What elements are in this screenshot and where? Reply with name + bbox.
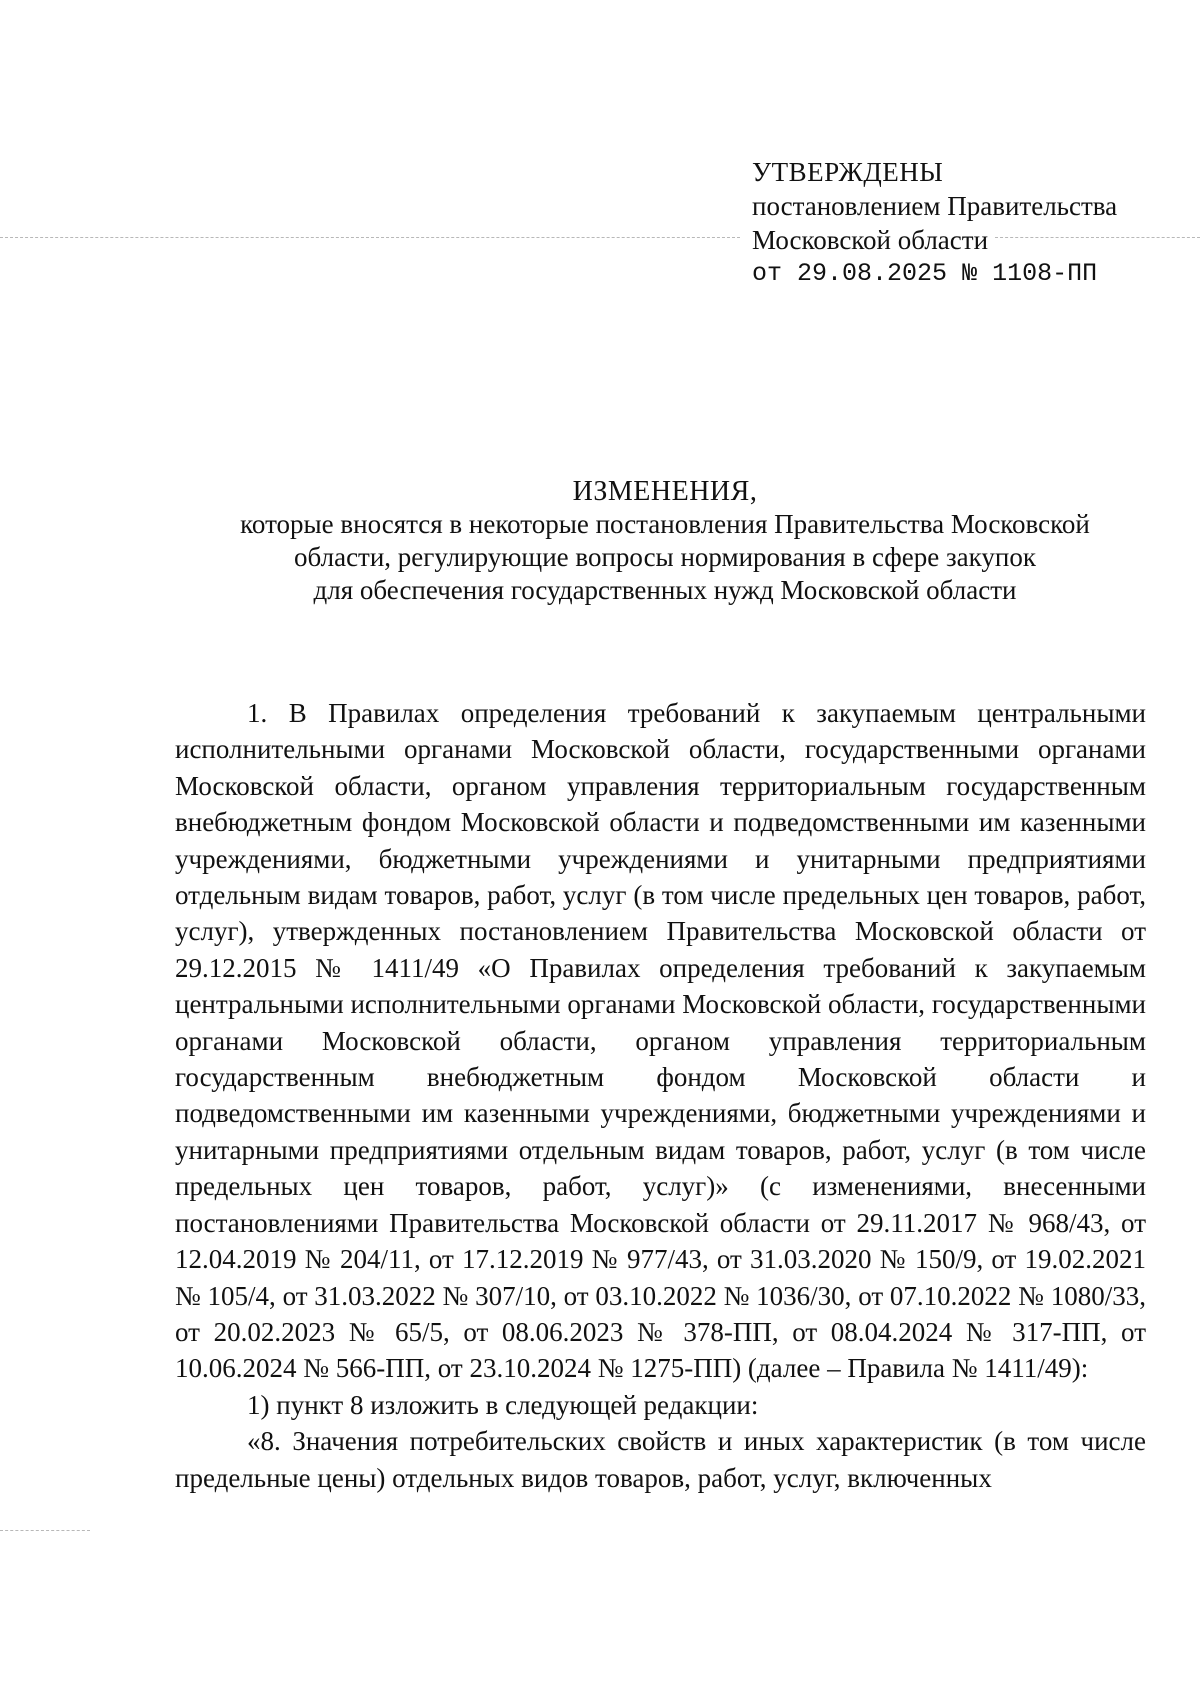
approval-date-number — [752, 257, 1172, 291]
approval-stamp-block — [752, 155, 1172, 291]
approval-date: 29.08.2025 — [797, 259, 948, 288]
body-paragraph-3: «8. Значения потребительских свойств и иных характеристик (в том числе предельные цены) отдельных видов товаров, работ, услуг, включенных — [175, 1426, 1146, 1493]
document-title-block — [180, 475, 1150, 607]
approval-heading: УТВЕРЖДЕНЫ — [752, 157, 944, 187]
scan-artifact-line — [0, 1530, 90, 1531]
scan-artifact-line — [0, 237, 740, 238]
document-subtitle-line-3: для обеспечения государственных нужд Московской области — [313, 575, 1017, 605]
approval-line-1: постановлением Правительства — [752, 191, 1118, 221]
document-title: ИЗМЕНЕНИЯ, — [572, 476, 758, 507]
document-subtitle-line-1: которые вносятся в некоторые постановления Правительства Московской — [240, 509, 1090, 539]
document-body — [175, 695, 1146, 1496]
approval-line-2: Московской области — [752, 225, 989, 255]
approval-number: 1108-ПП — [992, 259, 1098, 288]
document-subtitle-line-2: области, регулирующие вопросы нормирования в сфере закупок — [294, 542, 1036, 572]
body-paragraph-1: 1. В Правилах определения требований к закупаемым центральными исполнительными органами Московской области, государственными органами Московской области, органом управления территориальным государственным внебюджетным фондом Московской области и подведомственными им казенными учреждениями, бюджетными учреждениями и унитарными предприятиями отдельным видам товаров, работ, услуг (в том числе предельных цен товаров, работ, услуг), утвержденных постановлением Правительства Московской области от 29.12.2015 № 1411/49 «О Правилах определения требований к закупаемым центральными исполнительными органами Московской области, государственными органами Московской области, органом управления территориальным государственным внебюджетным фондом Московской области и подведомственными им казенными учреждениями, бюджетными учреждениями и унитарными предприятиями отдельным видам товаров, работ, услуг (в том числе предельных цен товаров, работ, услуг)» (с изменениями, внесенными постановлениями Правительства Московской области от 29.11.2017 № 968/43, от 12.04.2019 № 204/11, от 17.12.2019 № 977/43, от 31.03.2020 № 150/9, от 19.02.2021 № 105/4, от 31.03.2022 № 307/10, от 03.10.2022 № 1036/30, от 07.10.2022 № 1080/33, от 20.02.2023 № 65/5, от 08.06.2023 № 378-ПП, от 08.04.2024 № 317-ПП, от 10.06.2024 № 566-ПП, от 23.10.2024 № 1275-ПП) (далее – Правила № 1411/49): — [175, 698, 1146, 1384]
date-prefix: от — [752, 259, 783, 288]
number-sign: № — [962, 259, 978, 288]
body-paragraph-2: 1) пункт 8 изложить в следующей редакции: — [247, 1389, 759, 1420]
